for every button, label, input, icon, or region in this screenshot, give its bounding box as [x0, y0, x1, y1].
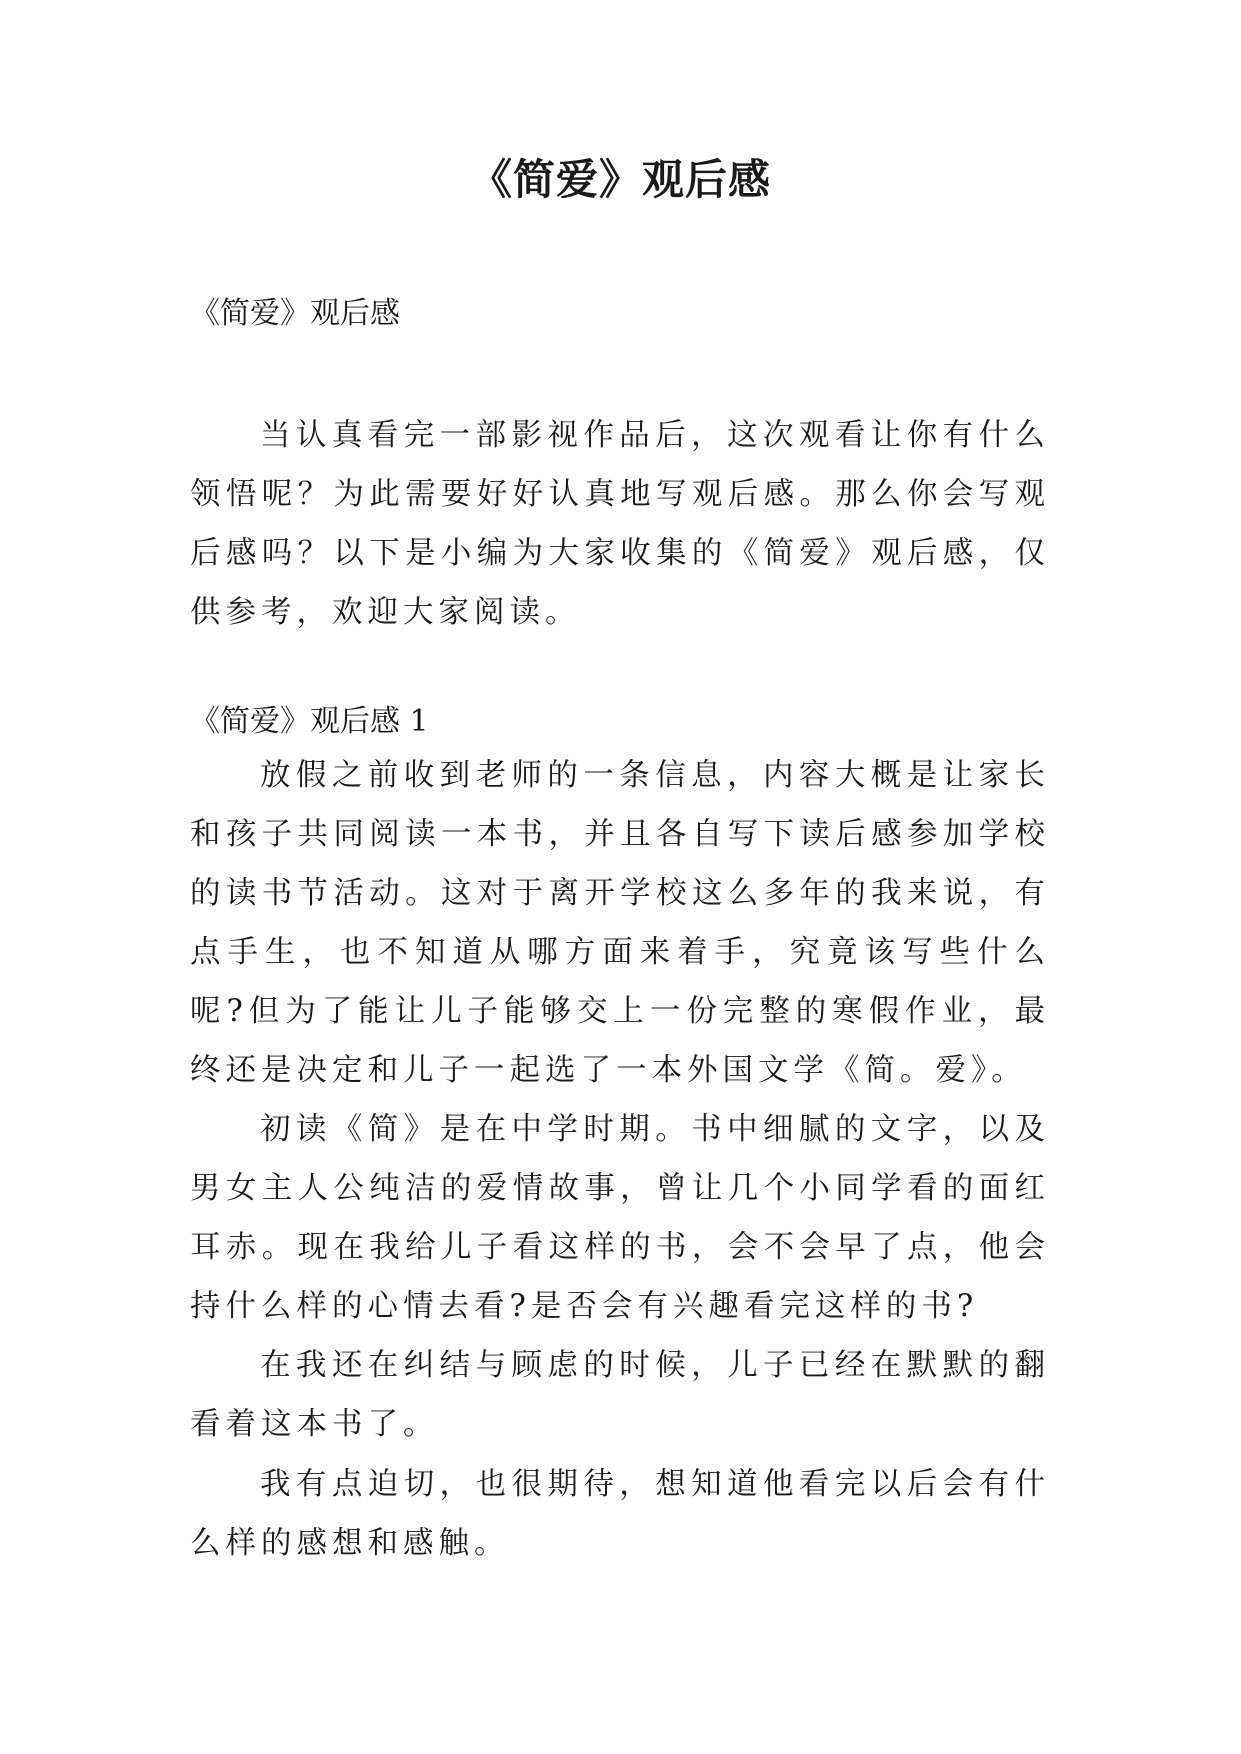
document-title: 《简爱》观后感: [469, 155, 771, 204]
body-paragraph: 初读《简》是在中学时期。书中细腻的文字，以及男女主人公纯洁的爱情故事，曾让几个小同学看的面红耳赤。现在我给儿子看这样的书，会不会早了点，他会持什么样的心情去看?是否会有兴趣看完这样的书?: [190, 1112, 1050, 1324]
body-paragraph: 放假之前收到老师的一条信息，内容大概是让家长和孩子共同阅读一本书，并且各自写下读后感参加学校的读书节活动。这对于离开学校这么多年的我来说，有点手生，也不知道从哪方面来着手，究竟该写些什么呢?但为了能让儿子能够交上一份完整的寒假作业，最终还是决定和儿子一起选了一本外国文学《简。爱》。: [190, 758, 1050, 1088]
body-paragraph: 在我还在纠结与顾虑的时候，儿子已经在默默的翻看着这本书了。: [190, 1348, 1050, 1442]
section-heading: 《简爱》观后感 1: [190, 704, 429, 739]
document-subtitle: 《简爱》观后感: [190, 296, 400, 331]
intro-paragraph: 当认真看完一部影视作品后，这次观看让你有什么领悟呢？为此需要好好认真地写观后感。那么你会写观后感吗？以下是小编为大家收集的《简爱》观后感，仅供参考，欢迎大家阅读。: [190, 418, 1050, 630]
body-paragraph: 我有点迫切，也很期待，想知道他看完以后会有什么样的感想和感触。: [190, 1467, 1050, 1561]
